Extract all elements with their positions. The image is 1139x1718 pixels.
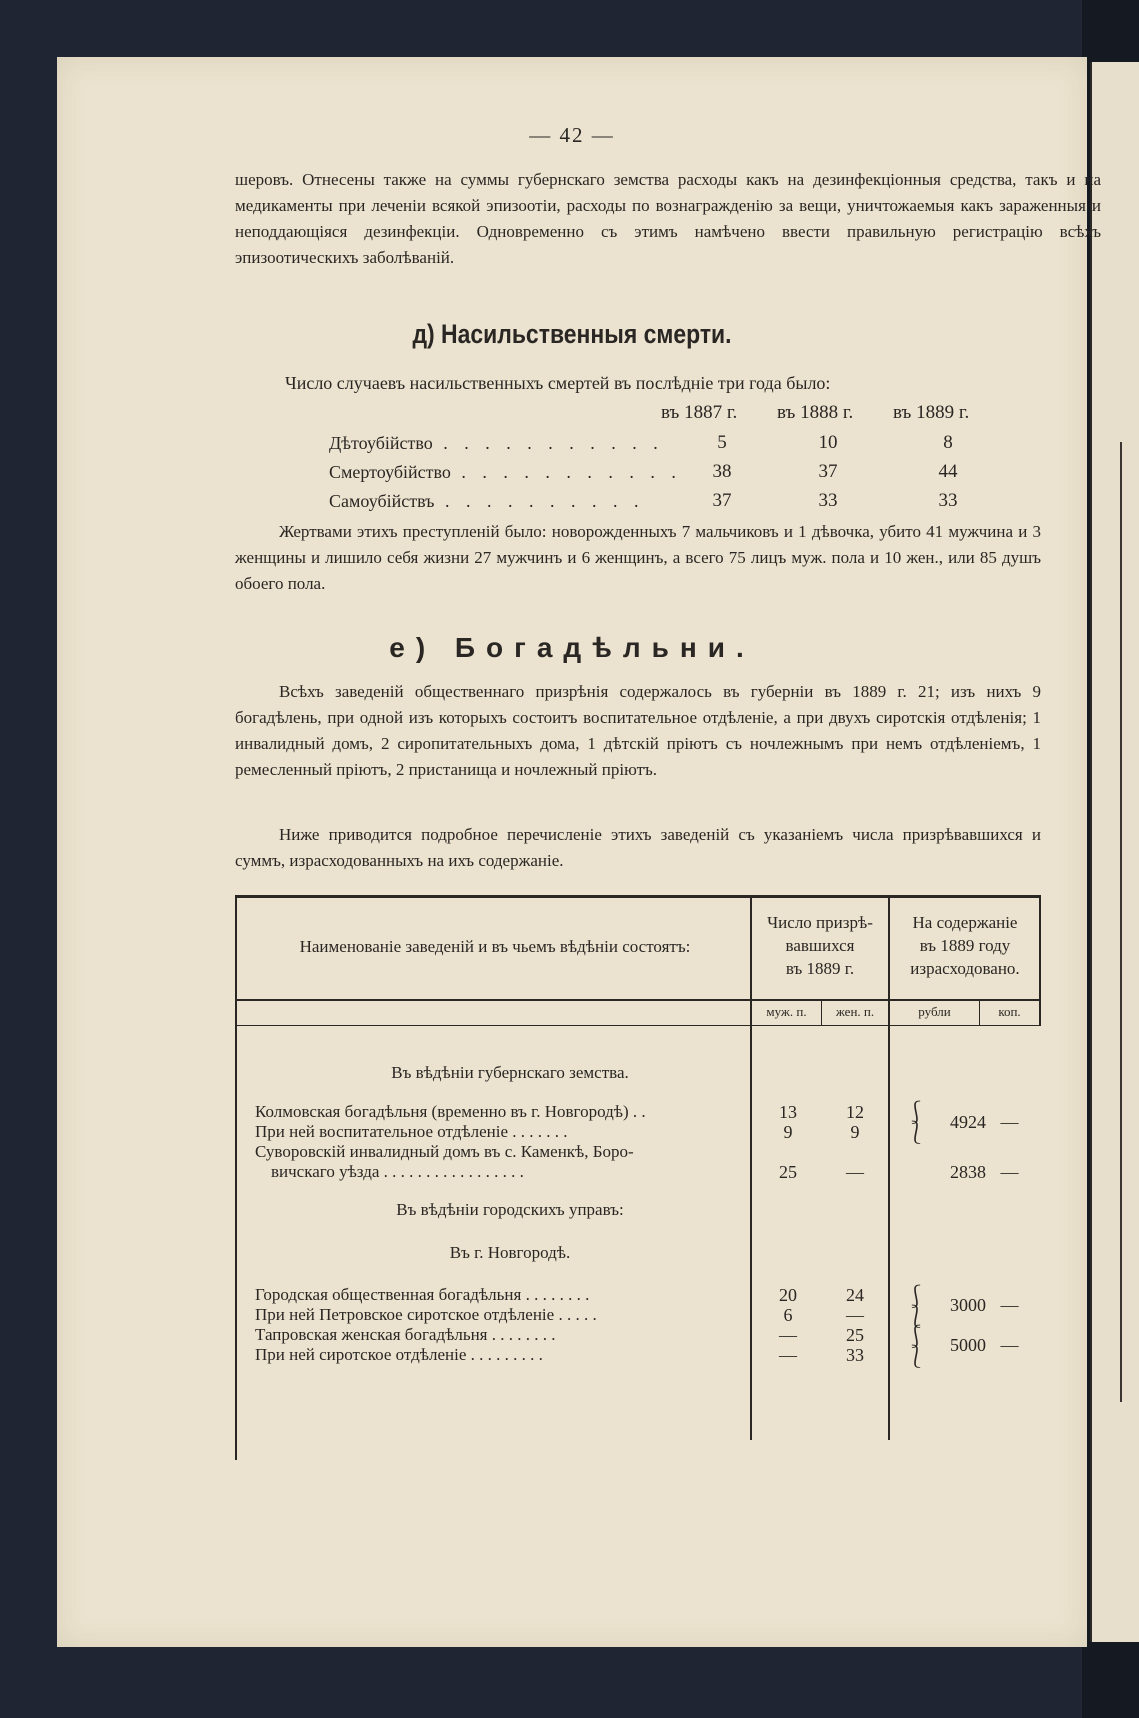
subheader-rubles: рубли [918, 1004, 951, 1019]
paragraph-list-intro: Ниже приводится подробное перечисленіе этихъ заведеній съ указаніемъ числа призрѣвавшихся и суммъ, израсходованныхъ на ихъ содержаніе. [235, 825, 1041, 870]
year-1887-header: въ 1887 г. [661, 402, 738, 423]
table-row: вичскаго уѣзда . . . . . . . . . . . . . . . . . [271, 1162, 524, 1181]
cell-female: 33 [846, 1345, 864, 1365]
murder-1887: 38 [712, 461, 732, 482]
cell-kopecks: — [1000, 1335, 1019, 1355]
cell-male: 25 [779, 1162, 797, 1182]
cell-rubles: 4924 [950, 1112, 986, 1132]
table-row: Колмовская богадѣльня (временно въ г. Новгородѣ) . . [255, 1102, 646, 1121]
cell-female: 12 [846, 1102, 864, 1122]
section-city-councils: Въ вѣдѣніи городскихъ управъ: [396, 1200, 624, 1219]
cell-male: — [779, 1345, 797, 1365]
table-row: Суворовскій инвалидный домъ въ с. Каменкѣ, Боро- [255, 1142, 634, 1161]
cell-male: 9 [783, 1122, 793, 1142]
cell-rubles: 2838 [950, 1162, 986, 1182]
cell-female: — [846, 1305, 864, 1325]
infanticide-1888: 10 [818, 432, 838, 453]
table-row: Тапровская женская богадѣльня . . . . . . . . [255, 1325, 556, 1344]
cell-male: — [779, 1325, 797, 1345]
paragraph-victims: Жертвами этихъ преступленій было: новорожденныхъ 7 мальчиковъ и 1 дѣвочка, убито 41 мужчина и 3 женщины и лишило себя жизни 27 мужчинъ и 6 женщинъ, а всего 75 лицъ муж. пола и 10 жен., или 85 душъ обоего пола. [235, 522, 1041, 593]
paragraph-disinfection: шеровъ. Отнесены также на суммы губернскаго земства расходы какъ на дезинфекціонныя средства, такъ и на медикаменты при леченіи всякой эпизоотіи, расходы по вознагражденію за вещи, уничтожаемыя какъ зараженныя и неподдающіяся дезинфекціи. Одновременно съ этимъ намѣчено ввести правильную регистрацію всѣхъ эпизоотическихъ заболѣваній. [235, 170, 1101, 267]
cell-female: — [846, 1162, 864, 1182]
column-header-sum-line1: На содержаніе [912, 913, 1018, 932]
column-header-name: Наименованіе заведеній и въ чьемъ вѣдѣніи состоятъ: [299, 937, 691, 956]
brace-icon: ⎰ ⎱ [905, 1324, 928, 1369]
cell-male: 13 [779, 1102, 797, 1122]
year-1888-header: въ 1888 г. [777, 402, 854, 423]
column-header-count-line1: Число призрѣ- [767, 913, 873, 932]
table-row: При ней воспитательное отдѣленіе . . . . . . . [255, 1122, 568, 1141]
adjacent-page-edge [1090, 62, 1139, 1642]
row-label-murder: Смертоубійство . . . . . . . . . . . [329, 462, 682, 482]
cell-female: 9 [850, 1122, 860, 1142]
infanticide-1887: 5 [717, 432, 727, 453]
section-provincial-zemstvo: Въ вѣдѣніи губернскаго земства. [391, 1063, 629, 1082]
cell-kopecks: — [1000, 1162, 1019, 1182]
page-number: — 42 — [529, 123, 615, 147]
suicide-1888: 33 [818, 490, 838, 511]
paragraph-institutions: Всѣхъ заведеній общественнаго призрѣнія содержалось въ губерніи въ 1889 г. 21; изъ нихъ 9 богадѣлень, при одной изъ которыхъ состоитъ воспитательное отдѣленіе, а при двухъ сиротскія отдѣленія; 1 инвалидный домъ, 2 сиропитательныхъ дома, 1 дѣтскій пріютъ съ ночлежнымъ при немъ отдѣленіемъ, 1 ремесленный пріютъ, 2 пристанища и ночлежный пріютъ. [235, 682, 1041, 779]
suicide-1887: 37 [712, 490, 732, 511]
section-novgorod: Въ г. Новгородѣ. [449, 1243, 571, 1262]
suicide-1889: 33 [938, 490, 958, 511]
section-e-title: е) Богадѣльни. [389, 632, 755, 663]
column-header-sum-line3: израсходовано. [910, 959, 1020, 978]
section-d-title: д) Насильственныя смерти. [412, 319, 732, 349]
murder-1889: 44 [938, 461, 958, 482]
section-d-intro: Число случаевъ насильственныхъ смертей въ послѣдніе три года было: [285, 373, 831, 393]
brace-icon: ⎰ ⎱ [905, 1284, 928, 1329]
table-row: При ней сиротское отдѣленіе . . . . . . . . . [255, 1345, 543, 1364]
document-page [57, 57, 1101, 1647]
brace-icon: ⎰ ⎱ [905, 1100, 928, 1145]
row-label-suicide: Самоубійствъ . . . . . . . . . . [329, 491, 645, 511]
institutions-table [235, 895, 1041, 1460]
cell-kopecks: — [1000, 1295, 1019, 1315]
column-header-sum-line2: въ 1889 году [919, 936, 1011, 955]
table-row: При ней Петровское сиротское отдѣленіе . . . . . [255, 1305, 597, 1324]
cell-female: 25 [846, 1325, 864, 1345]
cell-male: 20 [779, 1285, 797, 1305]
column-header-count-line2: вавшихся [785, 936, 855, 955]
cell-rubles: 5000 [950, 1335, 986, 1355]
cell-male: 6 [783, 1305, 793, 1325]
subheader-kopecks: коп. [998, 1004, 1021, 1019]
subheader-male: муж. п. [766, 1004, 807, 1019]
subheader-female: жен. п. [835, 1004, 875, 1019]
murder-1888: 37 [818, 461, 838, 482]
column-header-count-line3: въ 1889 г. [785, 959, 855, 978]
row-label-infanticide: Дѣтоубійство . . . . . . . . . . . [329, 433, 664, 453]
cell-female: 24 [846, 1285, 864, 1305]
year-1889-header: въ 1889 г. [893, 402, 970, 423]
cell-kopecks: — [1000, 1112, 1019, 1132]
table-row: Городская общественная богадѣльня . . . . . . . . [255, 1285, 590, 1304]
infanticide-1889: 8 [943, 432, 953, 453]
cell-rubles: 3000 [950, 1295, 986, 1315]
